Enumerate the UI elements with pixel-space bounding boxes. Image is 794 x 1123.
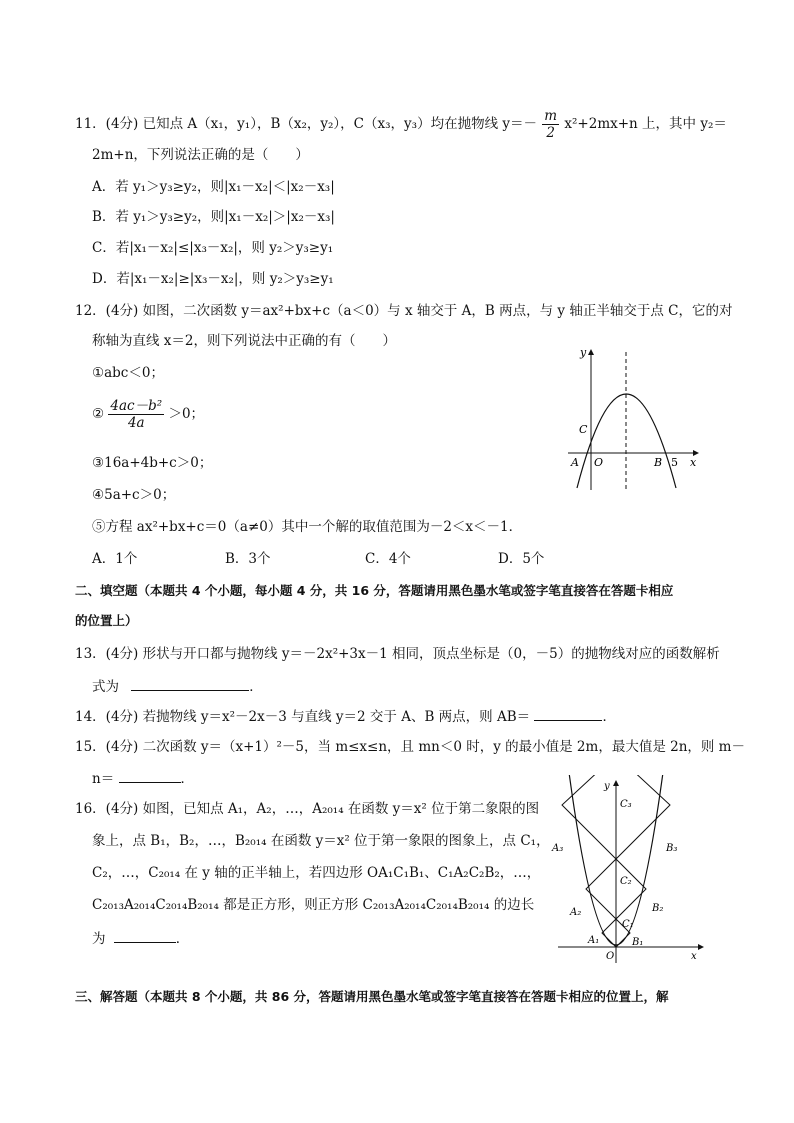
q16-stem-line4: C₂₀₁₃A₂₀₁₄C₂₀₁₄B₂₀₁₄ 都是正方形，则正方形 C₂₀₁₃A₂₀₁₄C₂₀₁₄B₂₀₁₄ 的边长 — [92, 897, 535, 913]
q12-item-2-fraction — [108, 398, 164, 431]
q16-squares-graph — [548, 775, 708, 965]
q16-label-a3: A₃ — [552, 843, 564, 854]
q16-label-y: y — [604, 781, 610, 792]
q11-fraction-denominator: 2 — [546, 125, 555, 141]
q16-label-c1: C₁ — [622, 919, 634, 930]
q11-stem-part1: 11．(4分) 已知点 A（x₁，y₁），B（x₂，y₂），C（x₃，y₃）均在抛物线 y＝－ — [75, 116, 537, 132]
q11-stem-line2: 2m+n，下列说法正确的是（ ） — [92, 147, 309, 163]
section-3-heading: 三、解答题（本题共 8 个小题，共 86 分，答题请用黑色墨水笔或签字笔直接答在答题卡相应的位置上，解 — [75, 989, 669, 1004]
q12-item-3: ③16a+4b+c＞0； — [92, 455, 213, 471]
q16-label-b1: B₁ — [632, 937, 644, 948]
q13-stem-line2 — [92, 676, 263, 696]
q16-label-b2: B₂ — [652, 903, 664, 914]
q16-stem-line2: 象上，点 B₁，B₂，…，B₂₀₁₄ 在函数 y＝x² 位于第一象限的图象上，点 C₁， — [92, 833, 550, 849]
q16-answer-blank[interactable] — [114, 928, 176, 943]
q16-label-a1: A₁ — [588, 935, 600, 946]
q16-label-o: O — [606, 951, 615, 962]
q11-stem-part2: x²+2mx+n 上，其中 y₂＝ — [564, 116, 727, 132]
q16-stem: 16．(4分) 如图，已知点 A₁，A₂，…，A₂₀₁₄ 在函数 y＝x² 位于第二象限的图 — [75, 801, 540, 817]
q12-item-2-numerator: 4ac－b² — [110, 398, 163, 414]
q15-stem: 15．(4分) 二次函数 y＝（x+1）²－5，当 m≤x≤n，且 mn＜0 时，y 的最小值是 2m，最大值是 2n，则 m－ — [75, 739, 745, 755]
q13-stem-line2-text: 式为 — [92, 679, 119, 695]
q12-option-b: B．3个 — [225, 551, 271, 567]
q15-end-punct: ． — [180, 771, 194, 787]
q11-stem — [75, 108, 727, 141]
q12-item-1: ①abc＜0； — [92, 365, 164, 381]
q13-end-punct: ． — [249, 679, 263, 695]
q12-item-4: ④5a+c＞0； — [92, 487, 176, 503]
q12-label-5: 5 — [671, 456, 678, 469]
q11-fraction — [542, 108, 559, 141]
q16-stem-line3: C₂，…，C₂₀₁₄ 在 y 轴的正半轴上，若四边形 OA₁C₁B₁、C₁A₂C₂B₂，…， — [92, 865, 541, 881]
q16-stem-line5-text: 为 — [92, 931, 106, 947]
q11-option-c: C．若|x₁－x₂|≤|x₃－x₂|，则 y₂＞y₃≥y₁ — [92, 240, 334, 256]
q12-label-b: B — [654, 456, 663, 469]
q12-option-d: D．5个 — [498, 551, 545, 567]
q12-label-o: O — [594, 456, 604, 469]
q12-option-c: C．4个 — [365, 551, 411, 567]
q14-answer-blank[interactable] — [534, 706, 602, 721]
q12-label-x: x — [690, 456, 697, 469]
q16-label-x: x — [691, 951, 697, 962]
q16-stem-line5 — [92, 928, 189, 948]
q12-item-2-suffix: ＞0； — [168, 406, 205, 422]
q12-stem-line2: 称轴为直线 x＝2，则下列说法中正确的有（ ） — [92, 333, 396, 349]
q12-label-y: y — [580, 346, 587, 359]
q12-item-5: ⑤方程 ax²+bx+c＝0（a≠0）其中一个解的取值范围为－2＜x＜－1． — [92, 519, 523, 535]
q12-item-2 — [92, 398, 204, 431]
q11-option-b: B．若 y₁＞y₃≥y₂，则|x₁－x₂|＞|x₂－x₃| — [92, 209, 335, 225]
q13-stem: 13．(4分) 形状与开口都与抛物线 y＝－2x²+3x－1 相同，顶点坐标是（0，－5）的抛物线对应的函数解析 — [75, 646, 720, 662]
q15-stem-line2-text: n＝ — [92, 771, 115, 787]
q13-answer-blank[interactable] — [131, 676, 249, 691]
q12-item-2-prefix: ② — [92, 406, 105, 422]
section-2-heading: 二、填空题（本题共 4 个小题，每小题 4 分，共 16 分，答题请用黑色墨水笔或签字笔直接答在答题卡相应 — [75, 583, 674, 598]
q14-stem — [75, 706, 616, 726]
q12-item-2-denominator: 4a — [127, 415, 145, 431]
q12-parabola-graph — [560, 340, 710, 495]
q12-stem: 12．(4分) 如图，二次函数 y＝ax²+bx+c（a＜0）与 x 轴交于 A，B 两点，与 y 轴正半轴交于点 C，它的对 — [75, 303, 733, 319]
q11-option-d: D．若|x₁－x₂|≥|x₃－x₂|，则 y₂＞y₃≥y₁ — [92, 271, 334, 287]
section-2-heading-line2: 的位置上） — [75, 613, 138, 628]
q16-label-a2: A₂ — [570, 907, 582, 918]
q12-label-a: A — [571, 456, 579, 469]
q11-fraction-numerator: m — [544, 108, 558, 124]
q11-option-a: A．若 y₁＞y₃≥y₂，则|x₁－x₂|＜|x₂－x₃| — [92, 179, 335, 195]
q16-label-c3: C₃ — [620, 799, 632, 810]
q16-label-b3: B₃ — [666, 843, 678, 854]
q12-option-a: A．1个 — [92, 551, 138, 567]
q12-label-c: C — [579, 423, 588, 436]
q14-stem-text: 14．(4分) 若抛物线 y＝x²－2x－3 与直线 y＝2 交于 A、B 两点，则 AB＝ — [75, 709, 531, 725]
q15-stem-line2 — [92, 768, 194, 788]
q15-answer-blank[interactable] — [119, 768, 181, 783]
q14-end-punct: ． — [602, 709, 616, 725]
q16-end-punct: ． — [175, 931, 190, 947]
q16-label-c2: C₂ — [620, 876, 632, 887]
